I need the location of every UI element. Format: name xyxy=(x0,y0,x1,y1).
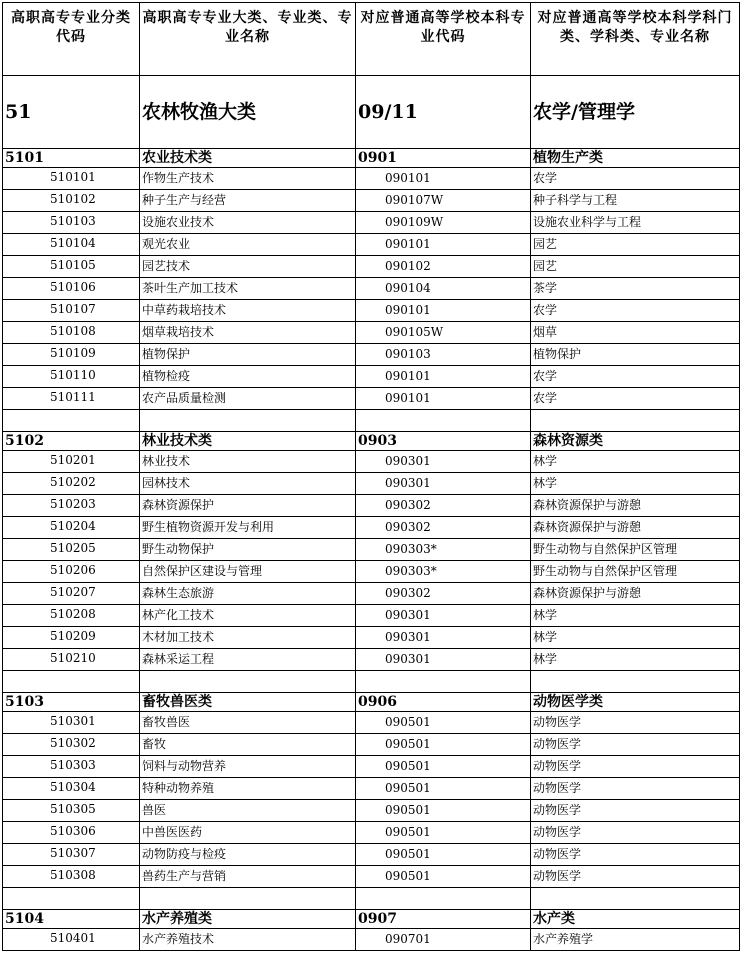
group-code: 5101 xyxy=(5,150,44,166)
item-ug-name: 动物医学 xyxy=(533,803,582,817)
item-ug-name: 动物医学 xyxy=(533,869,582,883)
item-ug-name: 水产养殖学 xyxy=(533,932,594,946)
item-code: 510208 xyxy=(50,607,96,621)
item-code: 510308 xyxy=(50,868,96,882)
item-code: 510101 xyxy=(50,170,96,184)
group-ug-code: 0903 xyxy=(358,433,397,449)
item-ug-name: 林学 xyxy=(533,454,558,468)
item-code: 510305 xyxy=(50,802,96,816)
item-name: 茶叶生产加工技术 xyxy=(142,281,239,295)
item-code: 510304 xyxy=(50,780,96,794)
item-ug-code: 090105W xyxy=(385,325,444,339)
item-code: 510203 xyxy=(50,497,96,511)
item-code: 510209 xyxy=(50,629,96,643)
item-code: 510302 xyxy=(50,736,96,750)
item-ug-name: 农学 xyxy=(533,171,558,185)
group-name: 农业技术类 xyxy=(142,150,212,166)
item-code: 510204 xyxy=(50,519,96,533)
item-name: 畜牧兽医 xyxy=(142,715,191,729)
group-code: 5102 xyxy=(5,433,44,449)
item-ug-code: 090103 xyxy=(385,347,431,361)
item-ug-name: 野生动物与自然保护区管理 xyxy=(533,542,678,556)
item-code: 510206 xyxy=(50,563,96,577)
header-undergrad-name: 对应普通高等学校本科学科门类、学科类、专业名称 xyxy=(537,10,733,45)
item-ug-code: 090101 xyxy=(385,369,431,383)
item-code: 510110 xyxy=(50,368,96,382)
item-code: 510103 xyxy=(50,214,96,228)
item-name: 动物防疫与检疫 xyxy=(142,847,227,861)
item-code: 510207 xyxy=(50,585,96,599)
item-code: 510109 xyxy=(50,346,96,360)
item-code: 510202 xyxy=(50,475,96,489)
header-vocational-code: 高职高专专业分类代码 xyxy=(11,10,131,45)
item-name: 观光农业 xyxy=(142,237,191,251)
item-ug-code: 090303* xyxy=(385,564,437,578)
item-ug-code: 090301 xyxy=(385,630,431,644)
group-ug-name: 森林资源类 xyxy=(533,433,603,449)
item-name: 园艺技术 xyxy=(142,259,191,273)
item-name: 中草药栽培技术 xyxy=(142,303,227,317)
item-name: 水产养殖技术 xyxy=(142,932,215,946)
item-ug-name: 农学 xyxy=(533,369,558,383)
item-ug-code: 090107W xyxy=(385,193,444,207)
item-name: 作物生产技术 xyxy=(142,171,215,185)
item-name: 中兽医医药 xyxy=(142,825,203,839)
item-name: 森林采运工程 xyxy=(142,652,215,666)
item-ug-code: 090301 xyxy=(385,476,431,490)
item-ug-name: 农学 xyxy=(533,391,558,405)
item-ug-code: 090109W xyxy=(385,215,444,229)
item-name: 烟草栽培技术 xyxy=(142,325,215,339)
item-ug-name: 设施农业科学与工程 xyxy=(533,215,642,229)
group-ug-name: 水产类 xyxy=(533,911,575,927)
item-ug-name: 园艺 xyxy=(533,259,558,273)
item-code: 510401 xyxy=(50,931,96,945)
item-ug-name: 林学 xyxy=(533,652,558,666)
item-ug-code: 090101 xyxy=(385,303,431,317)
item-code: 510303 xyxy=(50,758,96,772)
item-ug-code: 090501 xyxy=(385,869,431,883)
major-name: 农林牧渔大类 xyxy=(142,101,257,123)
item-name: 野生动物保护 xyxy=(142,542,215,556)
item-ug-name: 动物医学 xyxy=(533,847,582,861)
group-name: 畜牧兽医类 xyxy=(142,694,212,710)
item-ug-code: 090701 xyxy=(385,932,431,946)
group-name: 林业技术类 xyxy=(142,433,212,449)
item-ug-name: 动物医学 xyxy=(533,737,582,751)
item-ug-code: 090301 xyxy=(385,608,431,622)
item-ug-code: 090104 xyxy=(385,281,431,295)
item-ug-code: 090501 xyxy=(385,759,431,773)
item-name: 木材加工技术 xyxy=(142,630,215,644)
item-name: 农产品质量检测 xyxy=(142,391,227,405)
item-code: 510111 xyxy=(50,390,96,404)
item-ug-name: 林学 xyxy=(533,630,558,644)
item-ug-code: 090301 xyxy=(385,454,431,468)
item-code: 510307 xyxy=(50,846,96,860)
item-ug-name: 种子科学与工程 xyxy=(533,193,618,207)
major-code: 51 xyxy=(5,101,32,123)
item-code: 510105 xyxy=(50,258,96,272)
item-ug-code: 090302 xyxy=(385,586,431,600)
item-code: 510205 xyxy=(50,541,96,555)
item-code: 510107 xyxy=(50,302,96,316)
item-ug-name: 动物医学 xyxy=(533,715,582,729)
item-name: 林业技术 xyxy=(142,454,191,468)
item-ug-code: 090101 xyxy=(385,391,431,405)
item-ug-code: 090501 xyxy=(385,803,431,817)
item-name: 自然保护区建设与管理 xyxy=(142,564,263,578)
item-ug-name: 野生动物与自然保护区管理 xyxy=(533,564,678,578)
item-ug-code: 090501 xyxy=(385,715,431,729)
item-ug-code: 090302 xyxy=(385,498,431,512)
item-ug-code: 090102 xyxy=(385,259,431,273)
item-name: 植物保护 xyxy=(142,347,191,361)
item-ug-code: 090302 xyxy=(385,520,431,534)
item-ug-name: 烟草 xyxy=(533,325,558,339)
item-code: 510306 xyxy=(50,824,96,838)
item-name: 饲料与动物营养 xyxy=(142,759,227,773)
item-ug-name: 动物医学 xyxy=(533,781,582,795)
item-ug-code: 090301 xyxy=(385,652,431,666)
major-ug-name: 农学/管理学 xyxy=(533,101,635,123)
item-name: 兽药生产与营销 xyxy=(142,869,227,883)
item-ug-code: 090501 xyxy=(385,737,431,751)
group-ug-code: 0906 xyxy=(358,694,397,710)
item-ug-code: 090501 xyxy=(385,781,431,795)
item-ug-name: 植物保护 xyxy=(533,347,582,361)
group-ug-name: 动物医学类 xyxy=(533,694,603,710)
major-ug-code: 09/11 xyxy=(358,101,418,123)
item-name: 森林生态旅游 xyxy=(142,586,215,600)
item-name: 种子生产与经营 xyxy=(142,193,227,207)
header-vocational-name: 高职高专专业大类、专业类、专业名称 xyxy=(142,10,353,45)
item-code: 510104 xyxy=(50,236,96,250)
item-name: 林产化工技术 xyxy=(142,608,215,622)
item-ug-name: 林学 xyxy=(533,608,558,622)
item-ug-code: 090501 xyxy=(385,825,431,839)
item-ug-code: 090101 xyxy=(385,237,431,251)
group-ug-code: 0907 xyxy=(358,911,397,927)
item-ug-name: 动物医学 xyxy=(533,759,582,773)
item-code: 510102 xyxy=(50,192,96,206)
item-name: 植物检疫 xyxy=(142,369,191,383)
item-ug-code: 090303* xyxy=(385,542,437,556)
item-ug-name: 动物医学 xyxy=(533,825,582,839)
item-code: 510106 xyxy=(50,280,96,294)
item-name: 畜牧 xyxy=(142,737,167,751)
header-undergrad-code: 对应普通高等学校本科专业代码 xyxy=(360,10,526,45)
group-name: 水产养殖类 xyxy=(142,911,212,927)
item-name: 野生植物资源开发与利用 xyxy=(142,520,275,534)
item-name: 兽医 xyxy=(142,803,167,817)
item-code: 510201 xyxy=(50,453,96,467)
item-ug-name: 茶学 xyxy=(533,281,558,295)
item-name: 特种动物养殖 xyxy=(142,781,215,795)
group-ug-code: 0901 xyxy=(358,150,397,166)
item-code: 510301 xyxy=(50,714,96,728)
item-name: 园林技术 xyxy=(142,476,191,490)
item-ug-name: 园艺 xyxy=(533,237,558,251)
item-ug-name: 森林资源保护与游憩 xyxy=(533,586,642,600)
item-name: 设施农业技术 xyxy=(142,215,215,229)
group-code: 5103 xyxy=(5,694,44,710)
item-ug-code: 090501 xyxy=(385,847,431,861)
item-ug-name: 农学 xyxy=(533,303,558,317)
item-ug-name: 森林资源保护与游憩 xyxy=(533,498,642,512)
item-ug-code: 090101 xyxy=(385,171,431,185)
item-ug-name: 林学 xyxy=(533,476,558,490)
item-ug-name: 森林资源保护与游憩 xyxy=(533,520,642,534)
item-name: 森林资源保护 xyxy=(142,498,215,512)
group-code: 5104 xyxy=(5,911,44,927)
item-code: 510108 xyxy=(50,324,96,338)
item-code: 510210 xyxy=(50,651,96,665)
group-ug-name: 植物生产类 xyxy=(533,150,603,166)
